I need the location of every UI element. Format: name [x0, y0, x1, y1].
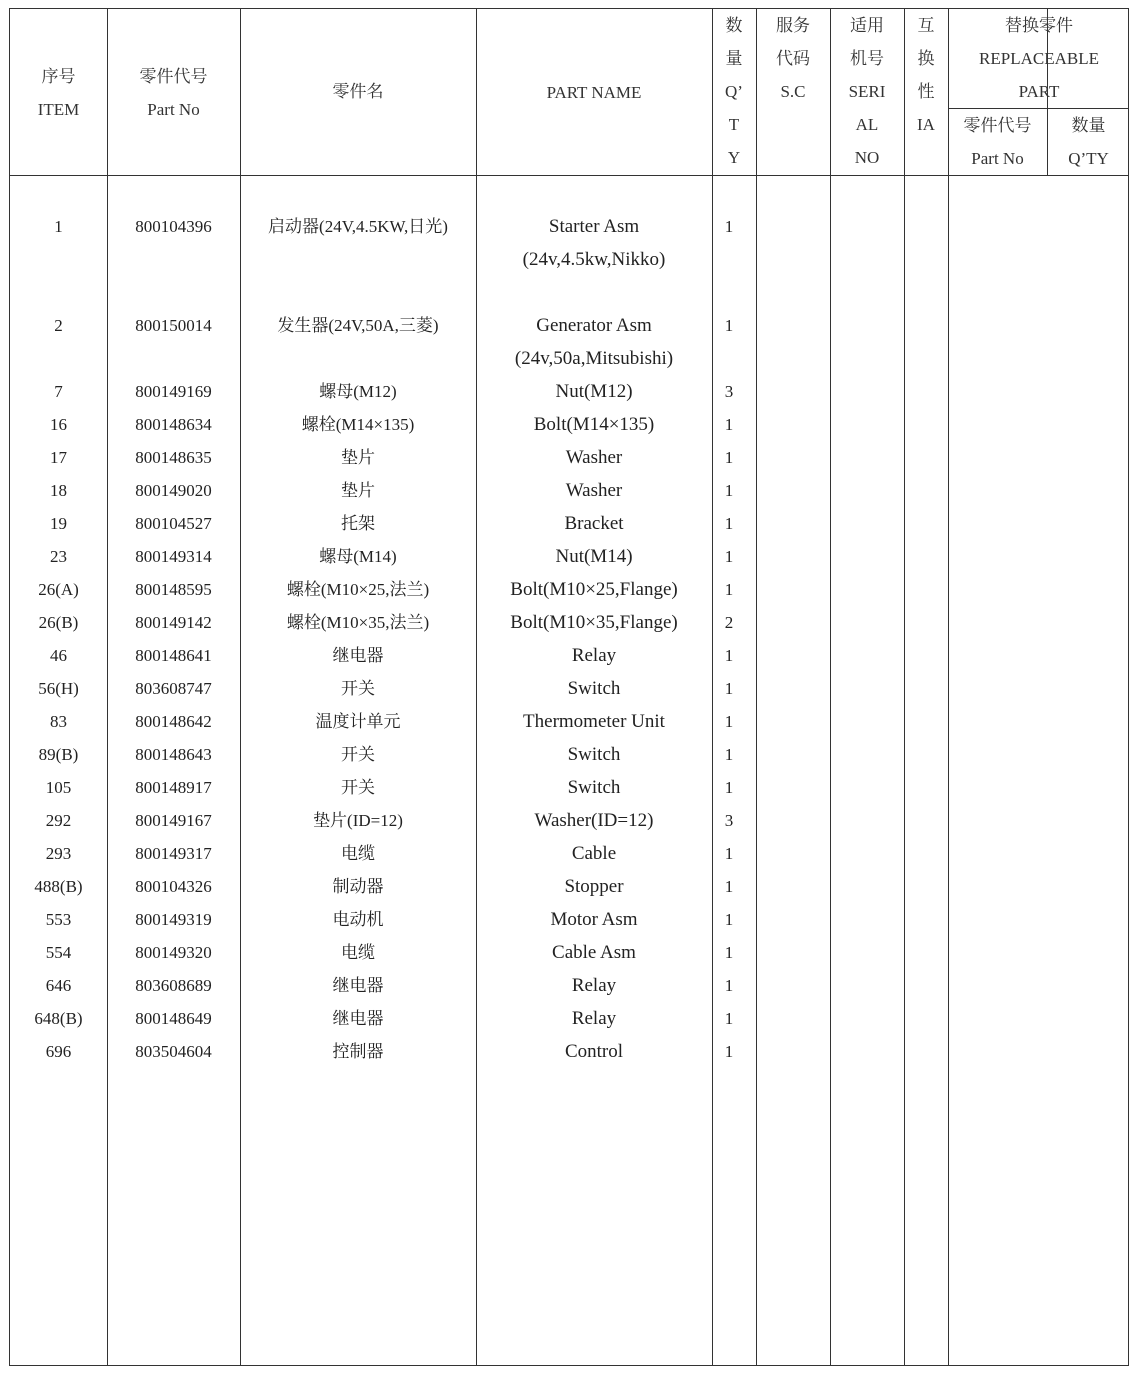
cell-part-no: 800149317 — [135, 844, 212, 863]
cell-item: 23 — [50, 547, 67, 566]
header-sc-line: 服务 — [776, 16, 810, 35]
table-row — [10, 474, 1128, 507]
cell-part-no: 800148649 — [135, 1009, 212, 1028]
header-rep-qty — [1047, 109, 1130, 175]
cell-part-no: 800148643 — [135, 745, 212, 764]
table-row — [10, 903, 1128, 936]
cell-cn: 启动器(24V,4.5KW,日光) — [268, 217, 448, 236]
cell-cn: 开关 — [341, 778, 375, 797]
cell-en: Relay — [571, 645, 617, 666]
cell-part-no: 800150014 — [135, 316, 212, 335]
cell-item: 26(A) — [38, 580, 79, 599]
table-row — [10, 375, 1128, 408]
cell-cn: 螺母(M12) — [319, 382, 397, 401]
cell-qty: 1 — [724, 679, 734, 698]
cell-qty: 1 — [724, 712, 734, 731]
cell-part-no: 800148917 — [135, 778, 212, 797]
cell-cn: 开关 — [341, 679, 375, 698]
cell-cn: 电缆 — [341, 844, 375, 863]
cell-part-no: 800149167 — [135, 811, 212, 830]
cell-qty: 1 — [724, 844, 734, 863]
cell-cn: 开关 — [341, 745, 375, 764]
cell-cn: 螺栓(M10×35,法兰) — [286, 613, 430, 632]
cell-part-no: 800149320 — [135, 943, 212, 962]
header-ia-line: 互 — [917, 16, 935, 35]
header-part-name — [476, 76, 712, 109]
table-row — [10, 309, 1128, 369]
cell-item: 19 — [50, 514, 67, 533]
cell-en: Switch — [567, 678, 621, 699]
cell-cn: 电缆 — [341, 943, 375, 962]
cell-qty: 1 — [724, 910, 734, 929]
header-sc — [756, 9, 830, 108]
cell-en: Cable Asm — [552, 942, 636, 963]
header-sc-line: S.C — [780, 82, 806, 101]
header-item-en: ITEM — [37, 100, 80, 119]
cell-qty: 1 — [724, 877, 734, 896]
parts-list-table — [9, 8, 1129, 1366]
cell-item: 105 — [45, 778, 72, 797]
table-row — [10, 606, 1128, 639]
header-ia-line: 性 — [917, 82, 935, 101]
cell-en: Stopper — [564, 876, 624, 897]
header-rep-part-no-en: Part No — [971, 149, 1024, 168]
table-row — [10, 408, 1128, 441]
cell-item: 646 — [45, 976, 72, 995]
cell-qty: 1 — [724, 316, 734, 335]
header-qty — [712, 9, 756, 174]
header-part-no — [107, 60, 240, 126]
header-serial-line: NO — [854, 148, 880, 167]
cell-cn: 垫片(ID=12) — [313, 811, 403, 830]
cell-item: 83 — [50, 712, 67, 731]
table-row — [10, 639, 1128, 672]
header-serial-line: SERI — [848, 82, 886, 101]
table-row — [10, 738, 1128, 771]
header-item-cn: 序号 — [41, 67, 76, 86]
cell-en: Motor Asm — [550, 909, 638, 930]
cell-qty: 1 — [724, 448, 734, 467]
cell-qty: 1 — [724, 1042, 734, 1061]
cell-en-line2: (24v,50a,Mitsubishi) — [514, 348, 674, 369]
cell-en: Nut(M12) — [555, 381, 633, 402]
header-serial-line: 机号 — [850, 49, 884, 68]
header-part-cn-label: 零件名 — [332, 82, 384, 101]
cell-qty: 1 — [724, 646, 734, 665]
cell-en-line2: (24v,4.5kw,Nikko) — [522, 249, 666, 270]
header-qty-line: T — [728, 115, 740, 134]
cell-qty: 1 — [724, 778, 734, 797]
table-row — [10, 210, 1128, 270]
cell-qty: 1 — [724, 481, 734, 500]
cell-qty: 2 — [724, 613, 734, 632]
cell-item: 554 — [45, 943, 72, 962]
header-qty-line: Q’ — [725, 82, 743, 101]
cell-en: Cable — [571, 843, 617, 864]
cell-cn: 垫片 — [341, 481, 375, 500]
header-replaceable — [948, 9, 1130, 108]
cell-en: Bolt(M10×35,Flange) — [510, 612, 678, 633]
cell-part-no: 800104326 — [135, 877, 212, 896]
header-part-no-cn: 零件代号 — [139, 67, 208, 86]
header-serial — [830, 9, 904, 174]
cell-item: 293 — [45, 844, 72, 863]
cell-item: 18 — [50, 481, 67, 500]
cell-en: Bracket — [564, 513, 624, 534]
table-row — [10, 969, 1128, 1002]
table-row — [10, 573, 1128, 606]
header-part-no-en: Part No — [147, 100, 200, 119]
table-row — [10, 870, 1128, 903]
header-replaceable-line: REPLACEABLE — [979, 49, 1099, 68]
header-ia-line: 换 — [917, 49, 935, 68]
cell-item: 56(H) — [38, 679, 79, 698]
header-rep-qty-en: Q’TY — [1068, 149, 1109, 168]
cell-qty: 1 — [724, 1009, 734, 1028]
cell-cn: 电动机 — [332, 910, 384, 929]
cell-qty: 1 — [724, 943, 734, 962]
table-row — [10, 540, 1128, 573]
cell-item: 1 — [54, 217, 63, 236]
header-replaceable-line: 替换零件 — [1005, 16, 1073, 35]
cell-en: Bolt(M10×25,Flange) — [510, 579, 678, 600]
cell-qty: 1 — [724, 976, 734, 995]
cell-item: 7 — [54, 382, 63, 401]
cell-cn: 托架 — [341, 514, 375, 533]
cell-part-no: 800149169 — [135, 382, 212, 401]
cell-part-no: 800104527 — [135, 514, 212, 533]
cell-cn: 螺栓(M10×25,法兰) — [286, 580, 430, 599]
cell-part-no: 800149314 — [135, 547, 212, 566]
cell-part-no: 800149020 — [135, 481, 212, 500]
cell-qty: 1 — [724, 514, 734, 533]
cell-item: 648(B) — [34, 1009, 83, 1028]
header-serial-line: AL — [855, 115, 879, 134]
header-qty-line: 数 — [725, 16, 743, 35]
table-row — [10, 1035, 1128, 1068]
header-qty-line: 量 — [725, 49, 743, 68]
table-row — [10, 837, 1128, 870]
cell-part-no: 800148642 — [135, 712, 212, 731]
table-row — [10, 1002, 1128, 1035]
cell-part-no: 800148641 — [135, 646, 212, 665]
table-row — [10, 771, 1128, 804]
cell-part-no: 803608689 — [135, 976, 212, 995]
header-item — [10, 60, 107, 126]
cell-cn: 控制器 — [332, 1042, 384, 1061]
cell-en: Generator Asm — [536, 315, 652, 336]
cell-cn: 发生器(24V,50A,三菱) — [277, 316, 439, 335]
cell-cn: 垫片 — [341, 448, 375, 467]
cell-en: Control — [564, 1041, 624, 1062]
cell-qty: 1 — [724, 547, 734, 566]
cell-cn: 温度计单元 — [315, 712, 401, 731]
cell-part-no: 803608747 — [135, 679, 212, 698]
header-sc-line: 代码 — [776, 49, 810, 68]
table-row — [10, 936, 1128, 969]
cell-item: 696 — [45, 1042, 72, 1061]
cell-part-no: 800148634 — [135, 415, 212, 434]
header-qty-line: Y — [727, 148, 741, 167]
cell-cn: 继电器 — [332, 646, 384, 665]
cell-item: 46 — [50, 646, 67, 665]
cell-cn: 螺母(M14) — [319, 547, 397, 566]
header-rep-part-no — [948, 109, 1047, 175]
header-bottom-rule — [10, 175, 1128, 176]
cell-qty: 1 — [724, 217, 734, 236]
cell-en: Bolt(M14×135) — [533, 414, 655, 435]
cell-en: Starter Asm — [548, 216, 640, 237]
cell-en: Washer(ID=12) — [534, 810, 654, 831]
cell-item: 17 — [50, 448, 67, 467]
header-serial-line: 适用 — [850, 16, 884, 35]
cell-part-no: 800104396 — [135, 217, 212, 236]
cell-qty: 1 — [724, 415, 734, 434]
cell-cn: 继电器 — [332, 1009, 384, 1028]
header-rep-part-no-cn: 零件代号 — [963, 116, 1032, 135]
cell-en: Switch — [567, 777, 621, 798]
cell-part-no: 800149319 — [135, 910, 212, 929]
cell-en: Washer — [565, 480, 623, 501]
cell-en: Relay — [571, 1008, 617, 1029]
header-ia-line: IA — [917, 115, 935, 134]
cell-qty: 1 — [724, 745, 734, 764]
header-ia — [904, 9, 948, 141]
header-replaceable-line: PART — [1018, 82, 1060, 101]
cell-en: Relay — [571, 975, 617, 996]
cell-cn: 继电器 — [332, 976, 384, 995]
cell-item: 553 — [45, 910, 72, 929]
table-row — [10, 441, 1128, 474]
cell-part-no: 800148635 — [135, 448, 212, 467]
cell-item: 2 — [54, 316, 63, 335]
cell-item: 488(B) — [34, 877, 83, 896]
table-row — [10, 705, 1128, 738]
cell-en: Switch — [567, 744, 621, 765]
cell-part-no: 800148595 — [135, 580, 212, 599]
table-row — [10, 672, 1128, 705]
cell-item: 16 — [50, 415, 67, 434]
header-rep-qty-cn: 数量 — [1071, 116, 1106, 135]
cell-part-no: 803504604 — [135, 1042, 212, 1061]
cell-part-no: 800149142 — [135, 613, 212, 632]
cell-item: 26(B) — [38, 613, 79, 632]
table-row — [10, 804, 1128, 837]
table-row — [10, 507, 1128, 540]
cell-cn: 制动器 — [332, 877, 384, 896]
cell-en: Thermometer Unit — [523, 711, 665, 732]
cell-en: Washer — [565, 447, 623, 468]
header-part-name-label: PART NAME — [546, 83, 642, 102]
cell-item: 292 — [45, 811, 72, 830]
cell-qty: 3 — [724, 382, 734, 401]
header-part-cn — [240, 75, 476, 108]
cell-qty: 3 — [724, 811, 734, 830]
cell-cn: 螺栓(M14×135) — [301, 415, 415, 434]
cell-en: Nut(M14) — [555, 546, 633, 567]
cell-item: 89(B) — [38, 745, 79, 764]
cell-qty: 1 — [724, 580, 734, 599]
